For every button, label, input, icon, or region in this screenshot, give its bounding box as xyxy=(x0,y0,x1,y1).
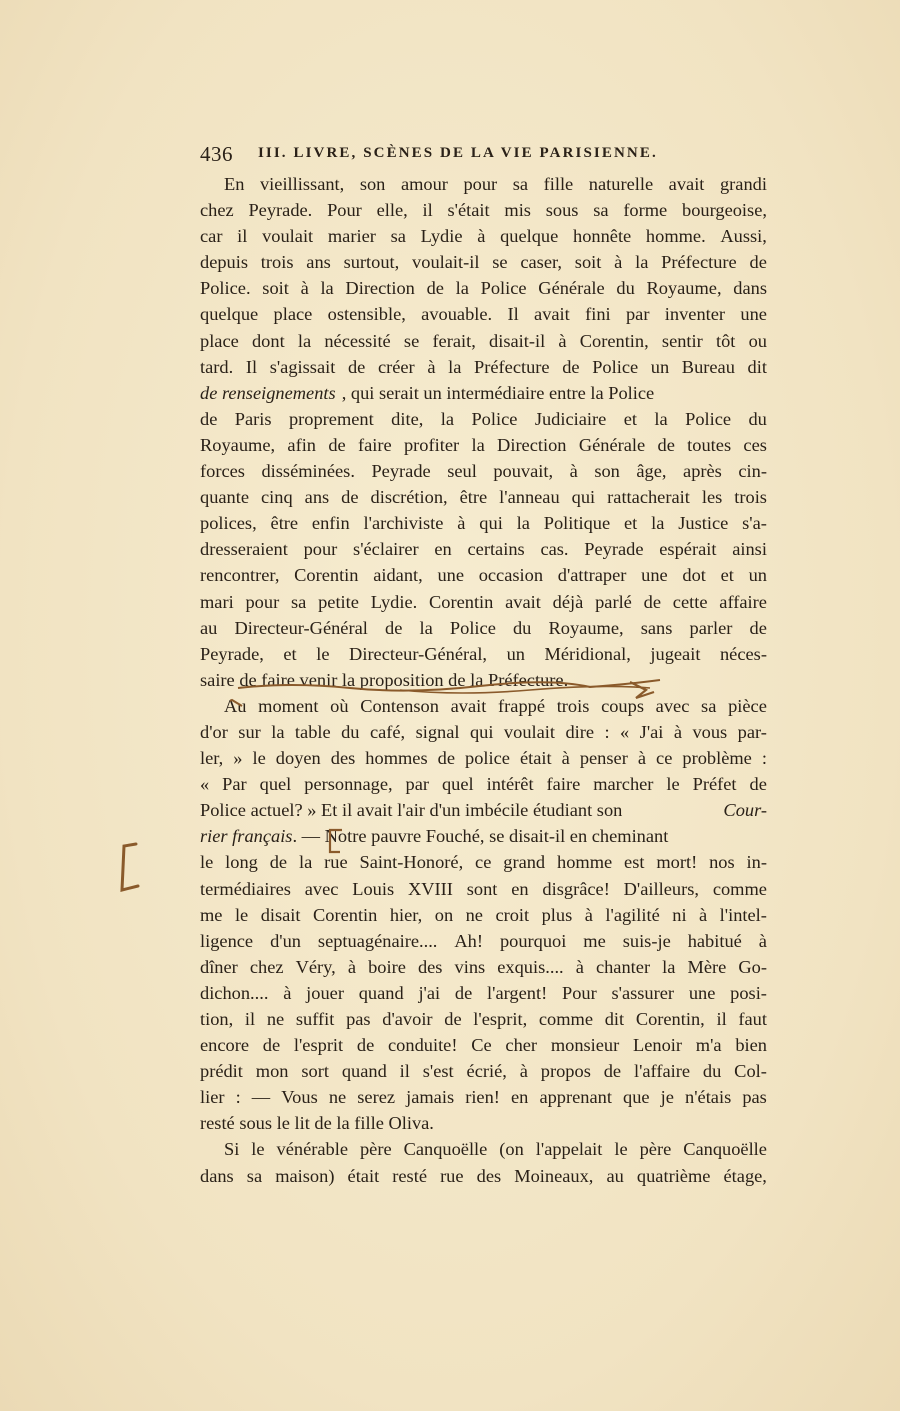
text-run: . — Notre pauvre Fouché, se disait-il en cheminant xyxy=(292,826,669,847)
text-line: de Paris proprement dite, la Police Judiciaire et la Police du xyxy=(200,408,767,429)
text-line: polices, être enfin l'archiviste à qui la Politique et la Justice s'a- xyxy=(200,513,767,534)
text-line: termédiaires avec Louis XVIII sont en disgrâce! D'ailleurs, comme xyxy=(200,878,767,899)
text-line: chez Peyrade. Pour elle, il s'était mis sous sa forme bourgeoise, xyxy=(200,200,767,221)
text-line: encore de l'esprit de conduite! Ce cher monsieur Lenoir m'a bien xyxy=(200,1035,767,1056)
text-run: , qui serait un intermédiaire entre la Police xyxy=(341,382,655,403)
text-line: au Directeur-Général de la Police du Royaume, sans parler de xyxy=(200,617,767,638)
text-line: forces disséminées. Peyrade seul pouvait, à son âge, après cin- xyxy=(200,461,767,482)
text-line: quante cinq ans de discrétion, être l'anneau qui rattacherait les trois xyxy=(200,487,767,508)
text-line: resté sous le lit de la fille Oliva. xyxy=(200,1113,434,1134)
text-line: me le disait Corentin hier, on ne croit plus à l'agilité ni à l'intel- xyxy=(200,904,767,925)
margin-bracket-icon xyxy=(110,838,150,898)
text-line xyxy=(200,380,767,406)
text-line: car il voulait marier sa Lydie à quelque honnête homme. Aussi, xyxy=(200,226,767,247)
text-line: ligence d'un septuagénaire.... Ah! pourquoi me suis-je habitué à xyxy=(200,930,767,951)
text-line: dichon.... à jouer quand j'ai de l'argent! Pour s'assurer une posi- xyxy=(200,982,767,1003)
text-line: Peyrade, et le Directeur-Général, un Méridional, jugeait néces- xyxy=(200,643,767,664)
text-line: d'or sur la table du café, signal qui voulait dire : « J'ai à vous par- xyxy=(200,721,767,742)
text-line: place dont la nécessité se ferait, disait-il à Corentin, sentir tôt ou xyxy=(200,330,767,351)
text-line: lier : — Vous ne serez jamais rien! en apprenant que je n'étais pas xyxy=(200,1087,767,1108)
text-line: saire de faire venir la proposition de la Préfecture. xyxy=(200,669,569,690)
text-line: ler, » le doyen des hommes de police était à penser à ce problème : xyxy=(200,748,767,769)
text-line: dîner chez Véry, à boire des vins exquis.... à chanter la Mère Go- xyxy=(200,956,767,977)
text-line: dans sa maison) était resté rue des Moineaux, au quatrième étage, xyxy=(200,1165,767,1186)
text-line: Si le vénérable père Canquoëlle (on l'appelait le père Canquoëlle xyxy=(224,1139,767,1160)
body-text xyxy=(200,171,767,1189)
text-line: prédit mon sort quand il s'est écrié, à propos de l'affaire du Col- xyxy=(200,1061,767,1082)
text-line: Au moment où Contenson avait frappé trois coups avec sa pièce xyxy=(224,695,767,716)
text-line: mari pour sa petite Lydie. Corentin avait déjà parlé de cette affaire xyxy=(200,591,767,612)
text-line xyxy=(200,797,767,823)
text-line: dresseraient pour s'éclairer en certains cas. Peyrade espérait ainsi xyxy=(200,539,767,560)
text-line: le long de la rue Saint-Honoré, ce grand homme est mort! nos in- xyxy=(200,852,767,873)
text-line: Royaume, afin de faire profiter la Direction Générale de toutes ces xyxy=(200,434,767,455)
italic-term: rier français xyxy=(200,826,293,847)
text-run: Police actuel? » Et il avait l'air d'un imbécile étudiant son xyxy=(200,800,623,821)
page-header xyxy=(200,142,700,166)
text-line: En vieillissant, son amour pour sa fille naturelle avait grandi xyxy=(224,174,767,194)
text-line: tion, il ne suffit pas d'avoir de l'esprit, comme dit Corentin, il faut xyxy=(200,1009,767,1029)
text-line: quelque place ostensible, avouable. Il avait fini par inventer une xyxy=(200,304,767,325)
text-line: rencontrer, Corentin aidant, une occasion d'attraper une dot et un xyxy=(200,565,767,586)
text-line: depuis trois ans surtout, voulait-il se caser, soit à la Préfecture de xyxy=(200,252,767,273)
page-number: 436 xyxy=(200,142,233,166)
text-line: « Par quel personnage, par quel intérêt faire marcher le Préfet de xyxy=(200,774,767,795)
italic-term: de renseignements xyxy=(200,382,336,403)
italic-term: Cour- xyxy=(723,800,767,821)
running-head: III. LIVRE, SCÈNES DE LA VIE PARISIENNE. xyxy=(258,145,658,161)
text-line xyxy=(200,823,767,849)
text-line: Police. soit à la Direction de la Police Générale du Royaume, dans xyxy=(200,278,767,299)
text-line: tard. Il s'agissait de créer à la Préfecture de Police un Bureau dit xyxy=(200,356,767,377)
